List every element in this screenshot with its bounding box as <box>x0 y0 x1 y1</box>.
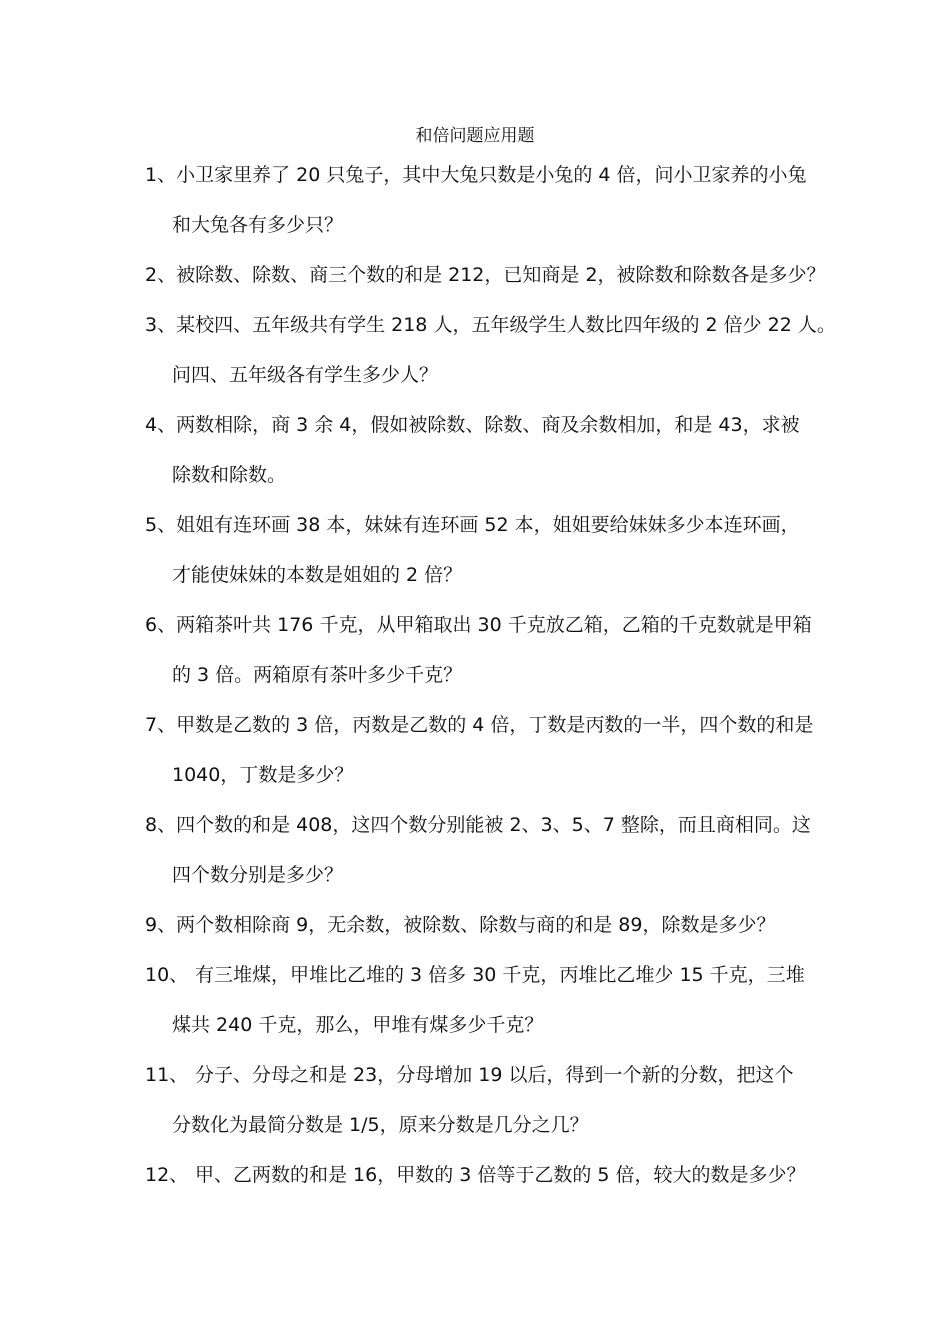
problem-text: 除数和除数。 <box>172 464 287 486</box>
problem-text: 有三堆煤，甲堆比乙堆的 3 倍多 30 千克，丙堆比乙堆少 15 千克，三堆 <box>195 964 805 986</box>
problem-item <box>145 257 825 307</box>
problem-first-line <box>145 807 825 857</box>
document-title: 和倍问题应用题 <box>415 126 535 146</box>
problem-first-line <box>145 307 836 357</box>
problem-first-line <box>145 507 825 557</box>
problem-first-line <box>145 707 825 757</box>
problem-text: 四个数的和是 408，这四个数分别能被 2、3、5、7 整除，而且商相同。这 <box>176 814 811 836</box>
problem-continuation-line <box>145 857 825 907</box>
problem-number: 2、 <box>145 264 177 286</box>
problem-continuation-line <box>145 207 825 257</box>
problem-number: 7、 <box>145 714 177 736</box>
problem-number: 5、 <box>145 514 177 536</box>
problem-text: 问四、五年级各有学生多少人？ <box>172 364 439 386</box>
problem-number: 12、 <box>145 1164 189 1186</box>
problem-number: 8、 <box>145 814 177 836</box>
problem-first-line <box>145 907 825 957</box>
problem-number: 3、 <box>145 314 177 336</box>
problem-item <box>145 307 836 407</box>
problem-text: 和大兔各有多少只？ <box>172 214 344 236</box>
problem-item <box>145 507 825 607</box>
problem-continuation-line <box>145 1107 825 1157</box>
problem-text: 两数相除，商 3 余 4，假如被除数、除数、商及余数相加，和是 43，求被 <box>176 414 800 436</box>
problem-text: 某校四、五年级共有学生 218 人，五年级学生人数比四年级的 2 倍少 22 人。 <box>176 314 836 336</box>
problem-text: 被除数、除数、商三个数的和是 212，已知商是 2，被除数和除数各是多少？ <box>176 264 826 286</box>
problem-text: 分数化为最简分数是 1/5，原来分数是几分之几？ <box>172 1114 589 1136</box>
problem-text: 甲数是乙数的 3 倍，丙数是乙数的 4 倍，丁数是丙数的一半，四个数的和是 <box>176 714 814 736</box>
problem-text: 1040，丁数是多少？ <box>172 764 354 786</box>
problem-first-line <box>145 407 825 457</box>
problem-item <box>145 607 825 707</box>
problem-number: 11、 <box>145 1064 189 1086</box>
problem-text: 两箱茶叶共 176 千克，从甲箱取出 30 千克放乙箱，乙箱的千克数就是甲箱 <box>176 614 812 636</box>
problem-number: 1、 <box>145 164 177 186</box>
problem-item <box>145 157 825 257</box>
problem-first-line <box>145 607 825 657</box>
problem-item <box>145 807 825 907</box>
problem-first-line <box>145 1057 825 1107</box>
problem-item <box>145 407 825 507</box>
problem-text: 煤共 240 千克，那么，甲堆有煤多少千克？ <box>172 1014 544 1036</box>
problem-item <box>145 907 825 957</box>
problem-first-line <box>145 957 825 1007</box>
problem-text: 甲、乙两数的和是 16，甲数的 3 倍等于乙数的 5 倍，较大的数是多少？ <box>195 1164 806 1186</box>
problem-item <box>145 957 825 1057</box>
problem-continuation-line <box>145 657 825 707</box>
problem-text: 才能使妹妹的本数是姐姐的 2 倍？ <box>172 564 463 586</box>
problem-number: 9、 <box>145 914 177 936</box>
problem-text: 四个数分别是多少？ <box>172 864 344 886</box>
problem-continuation-line <box>145 557 825 607</box>
problem-text: 小卫家里养了 20 只兔子，其中大兔只数是小兔的 4 倍，问小卫家养的小兔 <box>176 164 807 186</box>
problem-first-line <box>145 257 825 307</box>
problem-continuation-line <box>145 757 825 807</box>
problem-continuation-line <box>145 457 825 507</box>
problem-list <box>145 157 836 1207</box>
problem-number: 6、 <box>145 614 177 636</box>
problem-text: 的 3 倍。两箱原有茶叶多少千克？ <box>172 664 463 686</box>
problem-item <box>145 1157 825 1207</box>
problem-number: 4、 <box>145 414 177 436</box>
problem-text: 姐姐有连环画 38 本，妹妹有连环画 52 本，姐姐要给妹妹多少本连环画， <box>176 514 800 536</box>
problem-item <box>145 1057 825 1157</box>
problem-continuation-line <box>145 1007 825 1057</box>
problem-number: 10、 <box>145 964 189 986</box>
problem-item <box>145 707 825 807</box>
problem-continuation-line <box>145 357 825 407</box>
problem-text: 分子、分母之和是 23，分母增加 19 以后，得到一个新的分数，把这个 <box>195 1064 794 1086</box>
problem-first-line <box>145 157 825 207</box>
problem-text: 两个数相除商 9，无余数，被除数、除数与商的和是 89，除数是多少？ <box>176 914 776 936</box>
problem-first-line <box>145 1157 825 1207</box>
